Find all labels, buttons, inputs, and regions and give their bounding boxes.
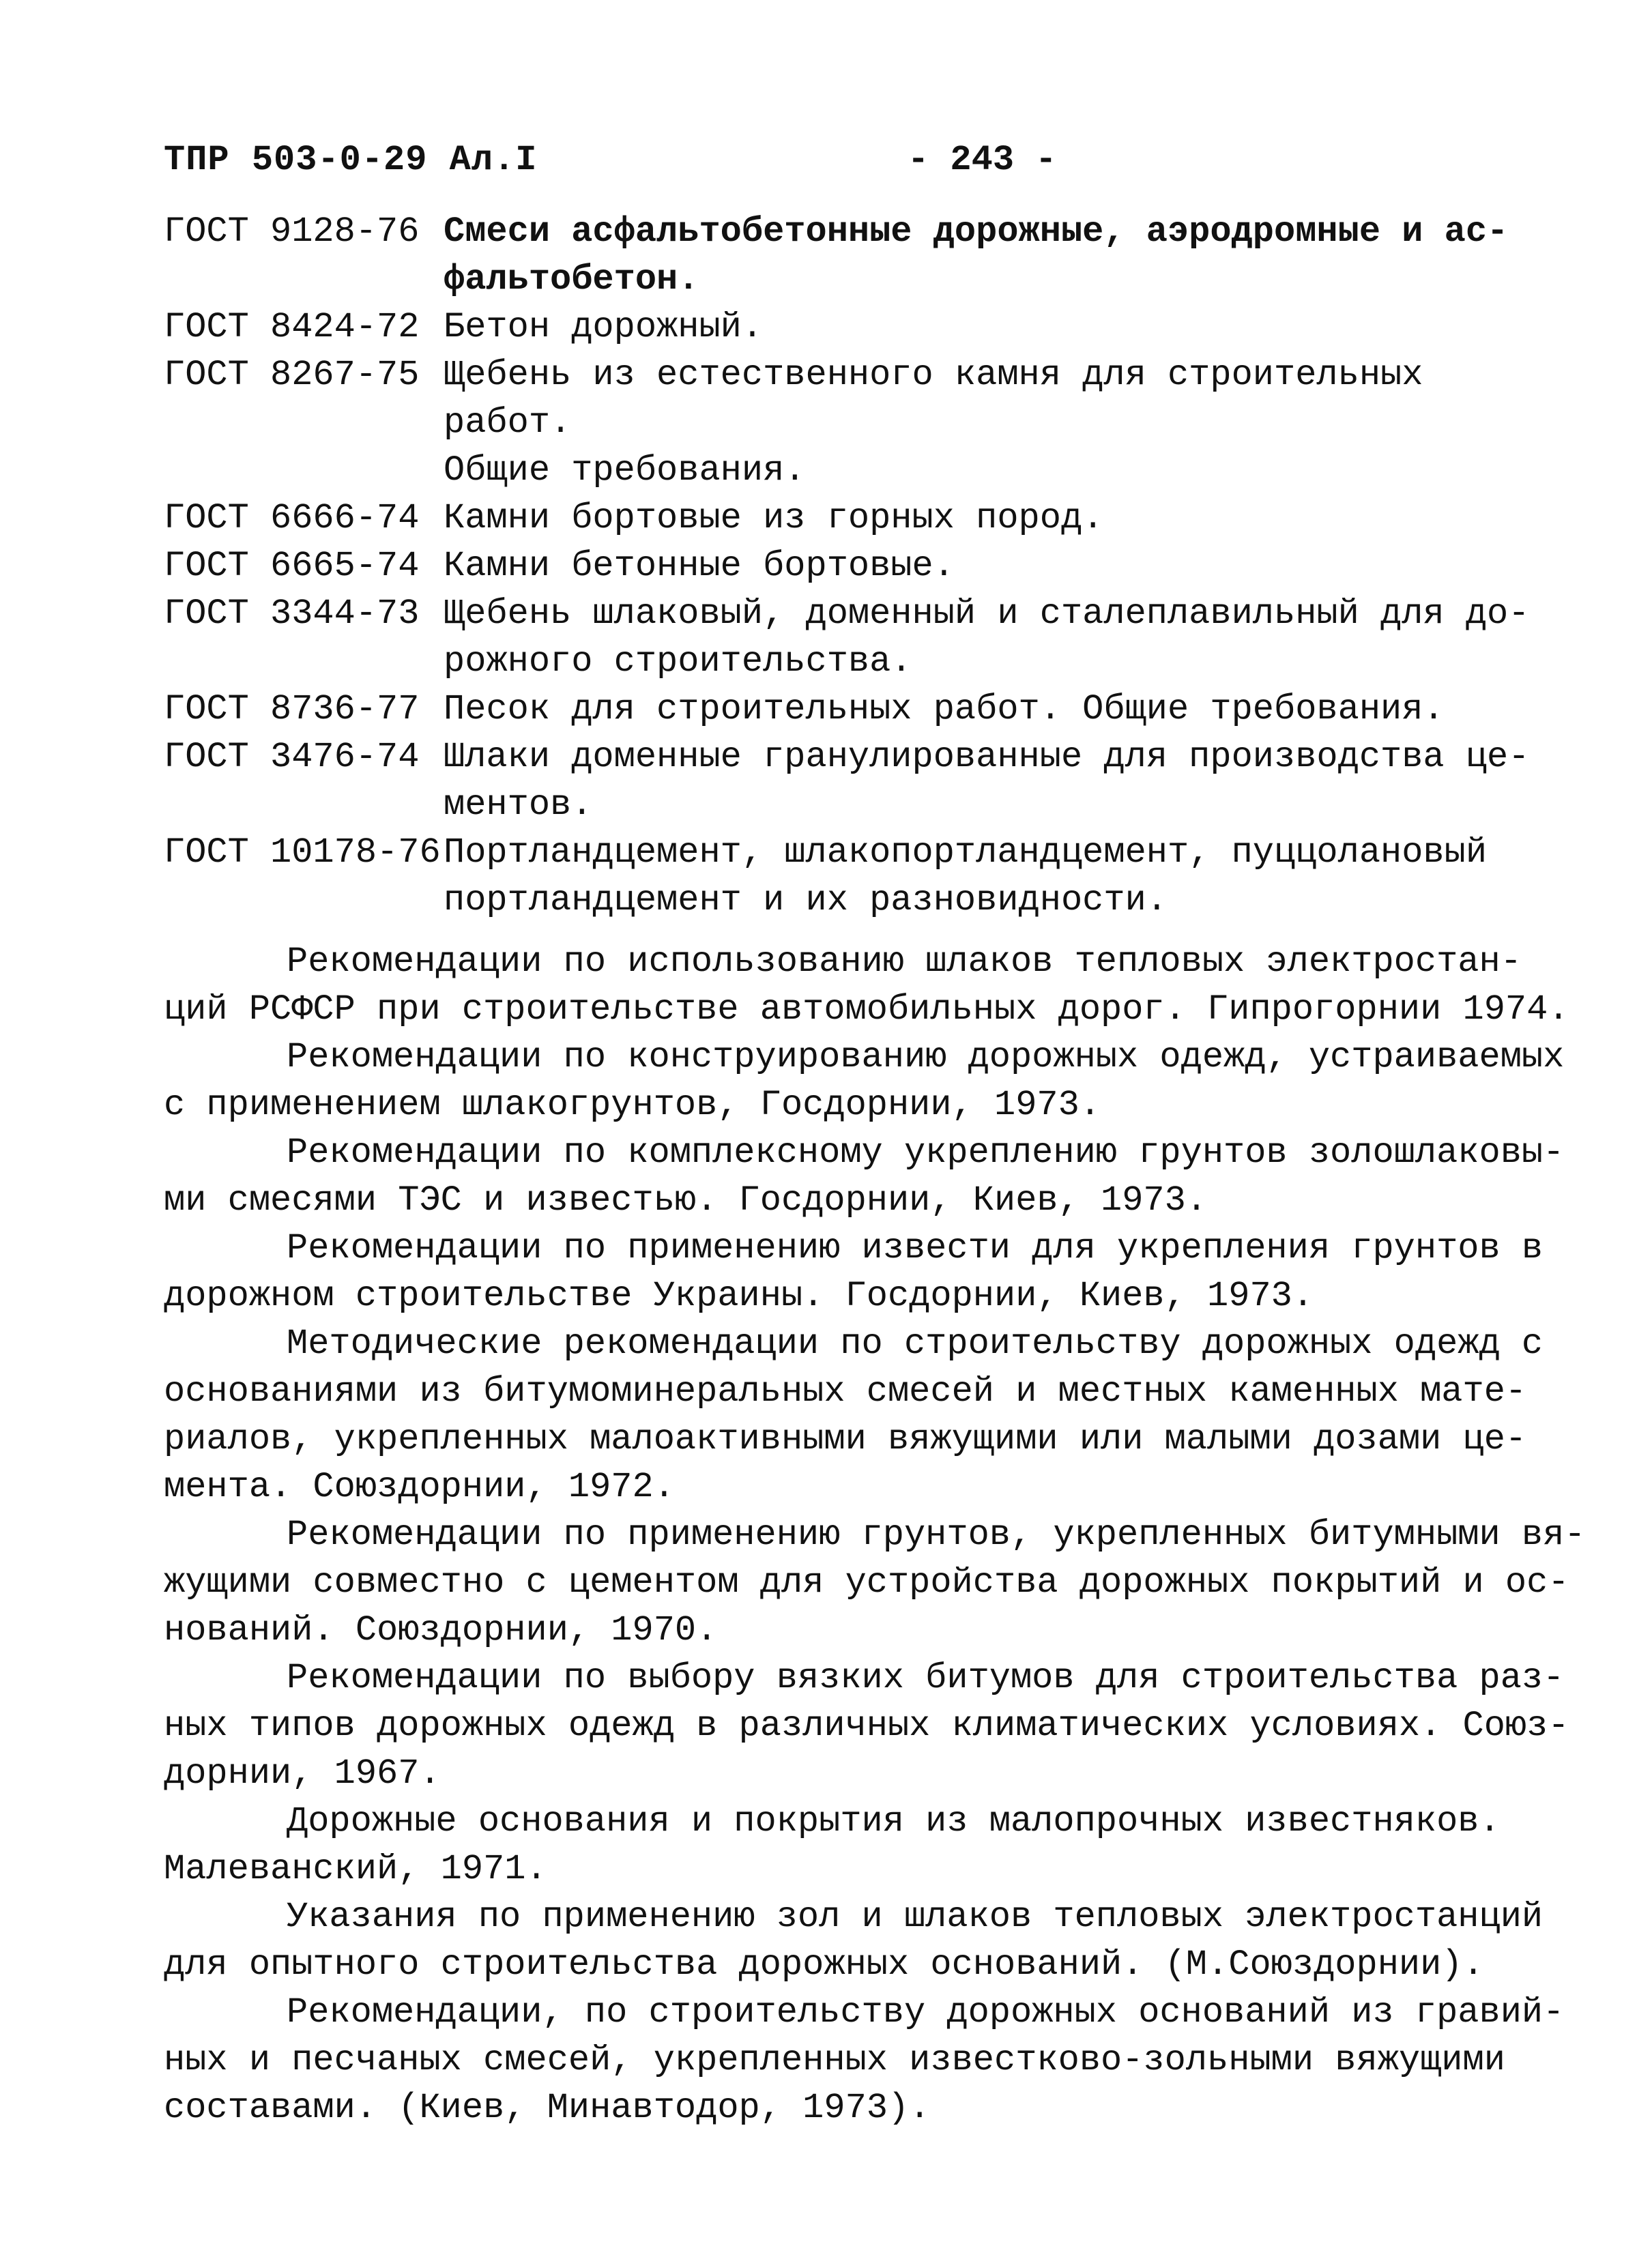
reference-line: ми смесями ТЭС и известью. Госдорнии, Киев, 1973.: [164, 1180, 1208, 1221]
reference-line: ных типов дорожных одежд в различных климатических условиях. Союз-: [164, 1706, 1569, 1746]
gost-title-line: Камни бортовые из горных пород.: [444, 498, 1104, 538]
reference-line: дорожном строительстве Украины. Госдорнии, Киев, 1973.: [164, 1276, 1314, 1316]
gost-title-line: Щебень из естественного камня для строительных: [444, 355, 1423, 395]
reference-line: Методические рекомендации по строительству дорожных одежд с: [287, 1324, 1544, 1364]
gost-entry: [164, 686, 1501, 733]
gost-title-line: Камни бетонные бортовые.: [444, 546, 955, 586]
gost-title-line: Щебень шлаковый, доменный и сталеплавильный для до-: [444, 594, 1530, 634]
gost-entry: [164, 304, 1501, 351]
reference-line: жущими совместно с цементом для устройства дорожных покрытий и ос-: [164, 1562, 1569, 1603]
reference-line: Рекомендации по применению извести для укрепления грунтов в: [287, 1228, 1544, 1268]
gost-standards-list: [164, 208, 1530, 924]
gost-title-line: рожного строительства.: [444, 641, 912, 682]
gost-entry: [164, 733, 1530, 829]
gost-code: ГОСТ 10178-76: [164, 832, 441, 873]
gost-title-line: Бетон дорожный.: [444, 307, 764, 347]
reference-line: с применением шлакогрунтов, Госдорнии, 1973.: [164, 1085, 1101, 1125]
gost-code: ГОСТ 3344-73: [164, 594, 420, 634]
reference-paragraph: [164, 1655, 1569, 1798]
reference-line: ций РСФСР при строительстве автомобильных дорог. Гипрогорнии 1974.: [164, 989, 1569, 1030]
reference-line: Малеванский, 1971.: [164, 1849, 547, 1889]
gost-title-line: Песок для строительных работ. Общие требования.: [444, 689, 1445, 729]
gost-code: ГОСТ 8424-72: [164, 307, 420, 347]
gost-title: [444, 208, 1508, 304]
gost-title-line: фальтобетон.: [444, 259, 699, 300]
reference-line: Рекомендации по конструированию дорожных одежд, устраиваемых: [287, 1037, 1565, 1077]
reference-line: дорнии, 1967.: [164, 1753, 441, 1794]
gost-title-line: портландцемент и их разновидности.: [444, 880, 1168, 920]
gost-title: [444, 686, 1501, 733]
document-code: ТПР 503-0-29 Ал.I: [164, 140, 538, 180]
gost-title: [444, 304, 1501, 351]
reference-line: составами. (Киев, Минавтодор, 1973).: [164, 2088, 931, 2128]
reference-line: нований. Союздорнии, 1970.: [164, 1610, 718, 1650]
gost-title: [444, 351, 1501, 495]
reference-line: Рекомендации по применению грунтов, укрепленных битумными вя-: [287, 1515, 1586, 1555]
gost-title: [444, 829, 1501, 924]
page-number: - 243 -: [908, 140, 1057, 180]
reference-line: Указания по применению зол и шлаков тепловых электростанций: [287, 1897, 1544, 1937]
gost-entry: [164, 495, 1501, 542]
gost-code: ГОСТ 6665-74: [164, 546, 420, 586]
gost-entry: [164, 542, 1501, 590]
reference-line: ных и песчаных смесей, укрепленных известково-зольными вяжущими: [164, 2040, 1505, 2080]
gost-title-line: ментов.: [444, 785, 593, 825]
reference-line: Рекомендации, по строительству дорожных оснований из гравий-: [287, 1992, 1565, 2033]
gost-title-line: Портландцемент, шлакопортландцемент, пуццолановый: [444, 832, 1488, 873]
gost-code: ГОСТ 8267-75: [164, 355, 420, 395]
gost-code: ГОСТ 6666-74: [164, 498, 420, 538]
gost-title: [444, 542, 1501, 590]
reference-line: риалов, укрепленных малоактивными вяжущими или малыми дозами це-: [164, 1419, 1527, 1459]
reference-paragraph: [164, 1511, 1586, 1655]
reference-line: Рекомендации по выбору вязких битумов для строительства раз-: [287, 1658, 1565, 1698]
gost-entry: [164, 351, 1501, 495]
gost-code: ГОСТ 9128-76: [164, 212, 420, 252]
reference-paragraph: [164, 1225, 1544, 1320]
reference-paragraph: [164, 1893, 1544, 1989]
reference-line: мента. Союздорнии, 1972.: [164, 1467, 675, 1507]
reference-paragraph: [164, 1129, 1565, 1225]
reference-paragraph: [164, 938, 1569, 1034]
reference-line: Рекомендации по использованию шлаков тепловых электростан-: [287, 942, 1522, 982]
reference-line: Дорожные основания и покрытия из малопрочных известняков.: [287, 1801, 1501, 1841]
gost-title: [444, 495, 1501, 542]
reference-line: Рекомендации по комплексному укреплению грунтов золошлаковы-: [287, 1133, 1565, 1173]
reference-line: основаниями из битумоминеральных смесей и местных каменных мате-: [164, 1371, 1527, 1412]
references-list: [164, 938, 1586, 2132]
gost-entry: [164, 208, 1509, 304]
gost-title-line: работ.: [444, 403, 572, 443]
gost-title: [444, 733, 1529, 829]
reference-paragraph: [164, 1320, 1544, 1511]
gost-title-line: Смеси асфальтобетонные дорожные, аэродромные и ас-: [444, 212, 1509, 252]
gost-title-line: Шлаки доменные гранулированные для производства це-: [444, 737, 1530, 777]
page-header: [164, 130, 1460, 191]
gost-entry: [164, 829, 1501, 924]
gost-title: [444, 590, 1529, 686]
gost-code: ГОСТ 3476-74: [164, 737, 420, 777]
gost-title-line: Общие требования.: [444, 450, 806, 491]
reference-paragraph: [164, 1798, 1515, 1893]
gost-entry: [164, 590, 1530, 686]
gost-code: ГОСТ 8736-77: [164, 689, 420, 729]
reference-paragraph: [164, 1989, 1565, 2132]
reference-paragraph: [164, 1034, 1565, 1129]
reference-line: для опытного строительства дорожных оснований. (М.Союздорнии).: [164, 1945, 1484, 1985]
